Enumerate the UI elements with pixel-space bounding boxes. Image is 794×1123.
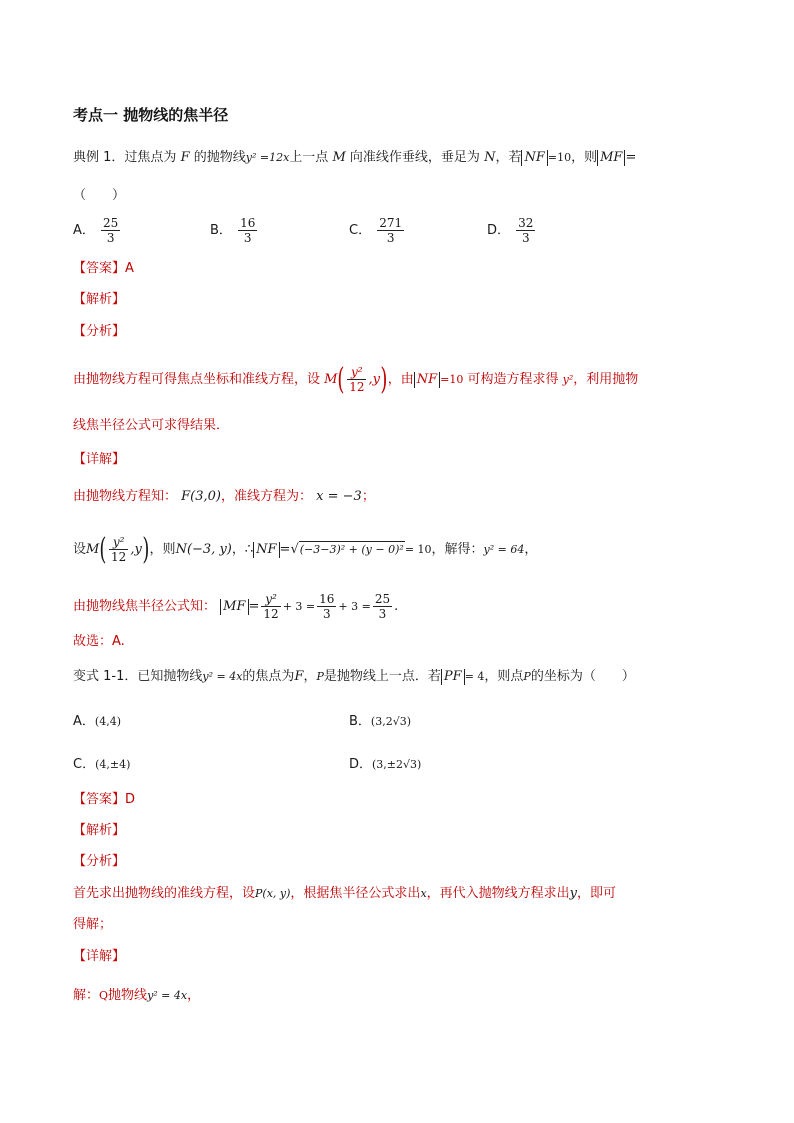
variant-question: 变式 1-1．已知抛物线y² = 4x的焦点为F，P是抛物线上一点．若 PF = 4，则点P的坐标为（ ） (73, 669, 635, 684)
variant-fenxi-tag: 【分析】 (73, 854, 126, 869)
variant-answer-value: D (125, 792, 136, 807)
answer-blank: （ ） (73, 188, 126, 203)
variant-answer-line: 【答案】D (73, 792, 136, 807)
section-title: 考点一 抛物线的焦半径 (73, 106, 229, 124)
detail-line-1: 由抛物线方程知： F(3,0)，准线方程为： x = −3； (73, 489, 375, 504)
variant-xiangjie-tag: 【详解】 (73, 949, 126, 964)
option-a: A． $\frac{25}{3}$ (73, 216, 119, 245)
example1-question: 典例 1．过焦点为 F 的抛物线y² =12x上一点 M 向准线作垂线，垂足为 N，若 NF =10，则 MF = (73, 150, 637, 165)
fenxi-text: 由抛物线方程可得焦点坐标和准线方程，设 M( $\frac{\text{y²}}{12}$ ,y)，由 NF =10 可构造方程求得 y²，利用抛物 (73, 361, 639, 397)
answer-value: A (125, 261, 134, 276)
fenxi-tag: 【分析】 (73, 324, 126, 339)
xiangjie-tag: 【详解】 (73, 452, 126, 467)
variant-jiexi-tag: 【解析】 (73, 823, 126, 838)
final-choice: 故选：A. (73, 634, 125, 649)
option-b: B． $\frac{16}{3}$ (210, 216, 256, 245)
jiexi-tag: 【解析】 (73, 292, 126, 307)
variant-option-a: A．(4,4) (73, 714, 121, 729)
fenxi-text-line2: 线焦半径公式可求得结果． (73, 418, 230, 433)
variant-option-d: D．(3,±2√3) (349, 757, 422, 772)
answer-line: 【答案】A (73, 261, 134, 276)
detail-line-3: 由抛物线焦半径公式知： MF = $\frac{\text{y²}}{12}$ + 3 = $\frac{16}{3}$ + 3 = $\frac{25}{3}$ . (73, 592, 399, 621)
variant-option-b: B．(3,2√3) (349, 714, 412, 729)
option-d: D． $\frac{32}{3}$ (487, 216, 534, 245)
variant-fenxi-text: 首先求出抛物线的准线方程，设P(x, y)，根据焦半径公式求出x，再代入抛物线方程求出y，即可 (73, 886, 617, 901)
option-c: C． $\frac{271}{3}$ (349, 216, 403, 245)
variant-fenxi-text-line2: 得解； (73, 917, 113, 932)
variant-option-c: C．(4,±4) (73, 757, 131, 772)
detail-line-2: 设M( $\frac{\text{y²}}{12}$ ,y)，则N(−3, y)，∴ NF =√(−3−3)² + (y − 0)²= 10，解得：y² = 64， (73, 531, 538, 567)
variant-detail-line: 解：Q抛物线y² = 4x， (73, 988, 201, 1003)
